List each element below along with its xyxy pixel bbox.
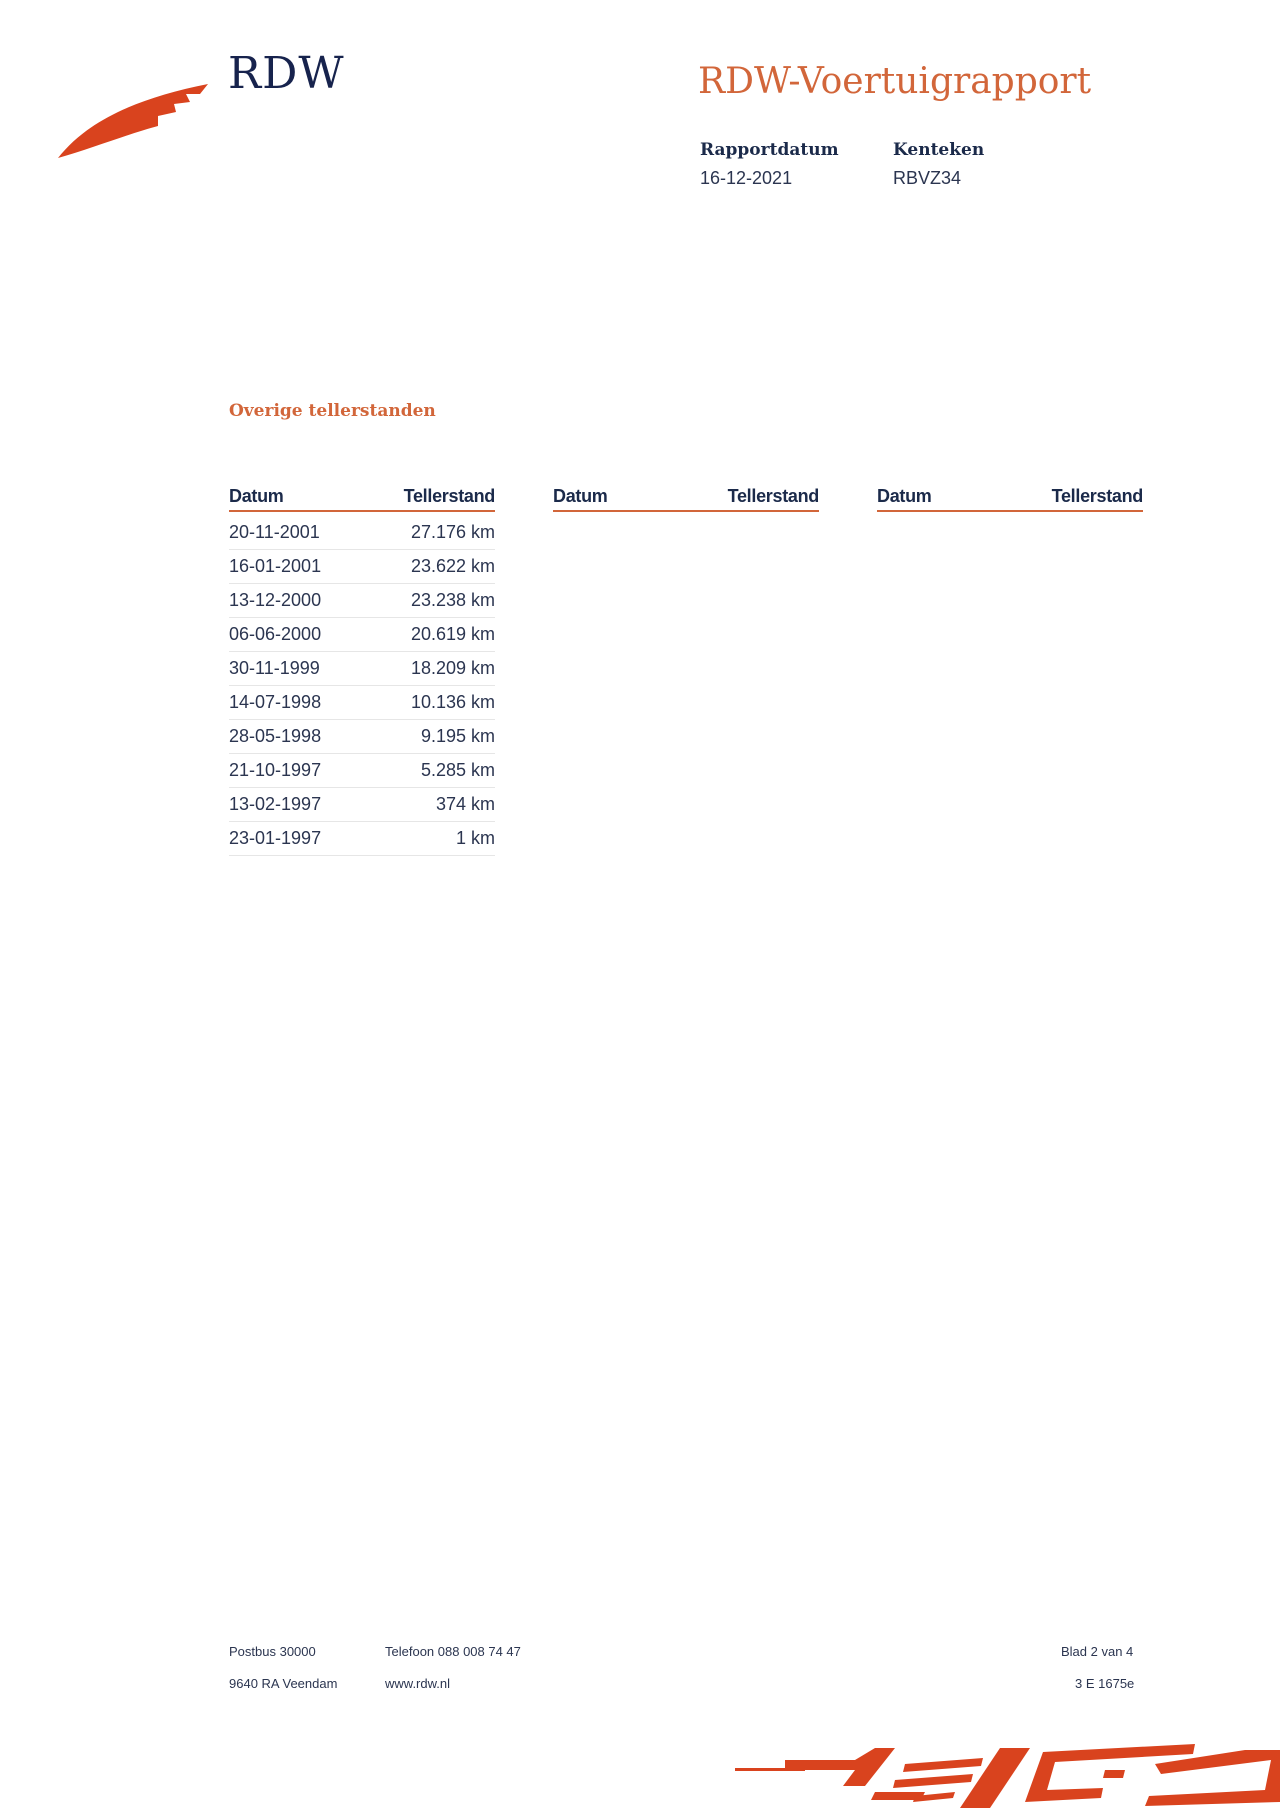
row-reading: 23.622 km [410,556,495,576]
footer-code: 3 E 1675e [1075,1676,1135,1691]
row-reading: 9.195 km [420,726,495,746]
report-date-value: 16-12-2021 [700,168,793,188]
odometer-table-2 [553,486,819,512]
row-date: 28-05-1998 [229,726,322,746]
table-row [229,550,495,584]
row-date: 23-01-1997 [229,828,322,848]
row-date: 21-10-1997 [229,760,322,780]
row-reading: 10.136 km [410,692,495,712]
report-title: RDW-Voertuigrapport [698,61,1092,102]
footer-postbus: Postbus 30000 [229,1644,316,1659]
table-row [229,584,495,618]
table-row [229,754,495,788]
row-reading: 374 km [435,794,495,814]
date-header: Datum [229,486,284,506]
row-date: 13-02-1997 [229,794,322,814]
row-reading: 23.238 km [410,590,495,610]
reading-header: Tellerstand [727,486,819,506]
row-reading: 18.209 km [410,658,495,678]
footer-stripes-graphic [725,1740,1280,1812]
table-row [229,618,495,652]
footer-website[interactable]: www.rdw.nl [385,1676,451,1691]
table-row [229,822,495,856]
report-date-label: Rapportdatum [700,140,839,160]
odometer-table-1 [229,486,495,856]
row-date: 06-06-2000 [229,624,322,644]
row-reading: 1 km [455,828,495,848]
section-title: Overige tellerstanden [229,401,436,421]
row-reading: 27.176 km [410,522,495,542]
rdw-wing-icon [58,80,208,162]
footer-phone: Telefoon 088 008 74 47 [385,1644,521,1659]
plate-label: Kenteken [893,140,985,160]
table-row [229,788,495,822]
table-header [877,486,1143,512]
table-row [229,652,495,686]
row-date: 16-01-2001 [229,556,322,576]
odometer-table-3 [877,486,1143,512]
row-date: 30-11-1999 [229,658,320,678]
footer-city: 9640 RA Veendam [229,1676,338,1691]
logo-text: RDW [228,48,345,99]
reading-header: Tellerstand [1051,486,1143,506]
date-header: Datum [553,486,608,506]
reading-header: Tellerstand [403,486,495,506]
plate-value: RBVZ34 [893,168,962,188]
row-reading: 5.285 km [420,760,495,780]
footer-page-number: Blad 2 van 4 [1061,1644,1134,1659]
table-row [229,686,495,720]
date-header: Datum [877,486,932,506]
row-date: 13-12-2000 [229,590,322,610]
row-date: 14-07-1998 [229,692,322,712]
table-row [229,516,495,550]
table-row [229,720,495,754]
table-header [229,486,495,512]
row-date: 20-11-2001 [229,522,320,542]
table-header [553,486,819,512]
row-reading: 20.619 km [410,624,495,644]
